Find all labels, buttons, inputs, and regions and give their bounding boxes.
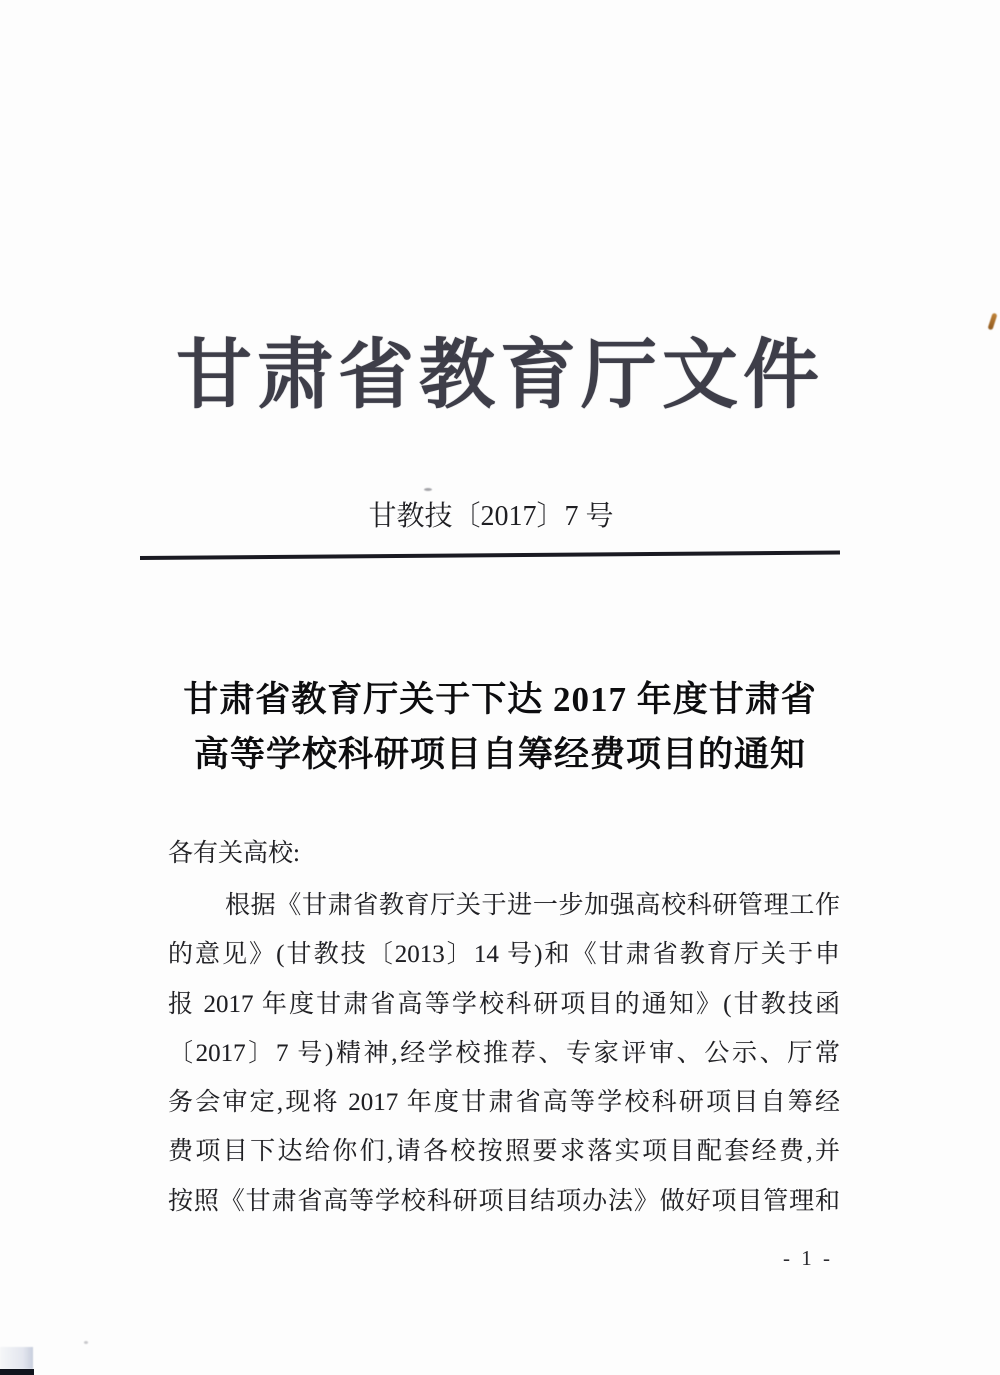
agency-header: 甘肃省教育厅文件 xyxy=(176,334,824,418)
pen-mark xyxy=(987,313,997,331)
document-title-line1: 甘肃省教育厅关于下达 2017 年度甘肃省 xyxy=(183,680,817,719)
document-title xyxy=(0,672,1000,782)
body-line: 费项目下达给你们,请各校按照要求落实项目配套经费,并 xyxy=(168,1138,840,1166)
scan-corner-shadow xyxy=(0,1347,33,1369)
document-number: 甘教技〔2017〕7 号 xyxy=(368,501,614,532)
body-paragraph xyxy=(168,881,840,1226)
header-separator-line xyxy=(140,551,840,560)
body-line: 〔2017〕7 号)精神,经学校推荐、专家评审、公示、厅常 xyxy=(168,1039,840,1067)
scan-corner-bar xyxy=(0,1369,34,1375)
body-line: 报 2017 年度甘肃省高等学校科研项目的通知》(甘教技函 xyxy=(168,990,840,1018)
salutation: 各有关高校: xyxy=(168,840,300,867)
body-line: 根据《甘肃省教育厅关于进一步加强高校科研管理工作 xyxy=(225,892,840,919)
body-line: 务会审定,现将 2017 年度甘肃省高等学校科研项目自筹经 xyxy=(168,1089,840,1117)
page-number: - 1 - xyxy=(783,1246,833,1270)
scan-speck xyxy=(84,1341,88,1344)
body-line: 按照《甘肃省高等学校科研项目结项办法》做好项目管理和 xyxy=(168,1187,840,1215)
scan-speck xyxy=(424,488,432,491)
body-line: 的意见》(甘教技〔2013〕14 号)和《甘肃省教育厅关于申 xyxy=(168,941,840,969)
document-title-line2: 高等学校科研项目自筹经费项目的通知 xyxy=(193,735,806,774)
